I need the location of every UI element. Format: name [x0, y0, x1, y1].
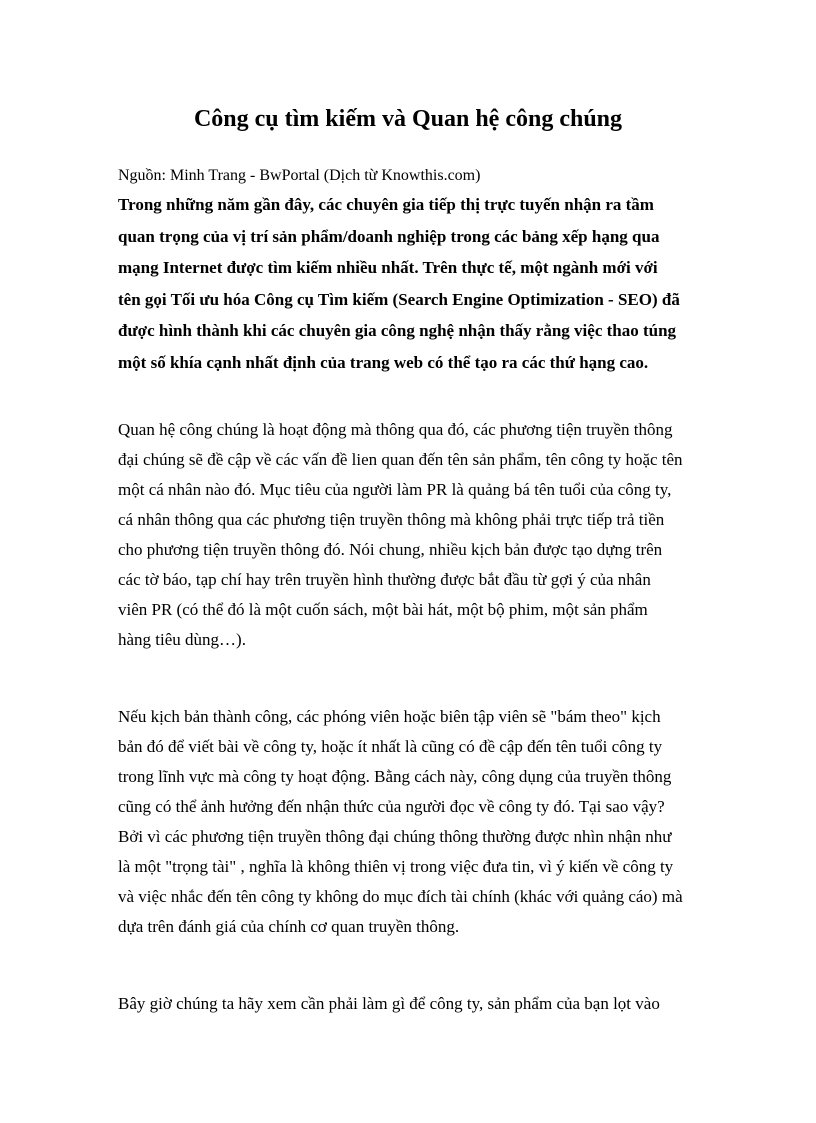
lead-line: tên gọi Tối ưu hóa Công cụ Tìm kiếm (Search Engine Optimization - SEO) đã	[118, 289, 680, 309]
lead-line: được hình thành khi các chuyên gia công nghệ nhận thấy rằng việc thao túng	[118, 321, 677, 340]
paragraph-line: và việc nhắc đến tên công ty không do mục đích tài chính (khác với quảng cáo) mà	[118, 887, 683, 906]
document-title: Công cụ tìm kiếm và Quan hệ công chúng	[193, 106, 623, 132]
paragraph-line: cá nhân thông qua các phương tiện truyền thông mà không phải trực tiếp trả tiền	[118, 510, 665, 529]
lead-line: quan trọng của vị trí sản phẩm/doanh nghiệp trong các bảng xếp hạng qua	[118, 226, 660, 246]
lead-line: mạng Internet được tìm kiếm nhiều nhất. Trên thực tế, một ngành mới với	[118, 258, 658, 277]
paragraph-line: bản đó để viết bài về công ty, hoặc ít nhất là cũng có đề cập đến tên tuổi công ty	[118, 737, 663, 756]
body-paragraph-1	[118, 415, 718, 655]
lead-paragraph	[118, 189, 718, 378]
paragraph-line: cũng có thể ảnh hưởng đến nhận thức của người đọc về công ty đó. Tại sao vậy?	[118, 797, 665, 816]
paragraph-line: dựa trên đánh giá của chính cơ quan truyền thông.	[118, 917, 460, 936]
lead-line: Trong những năm gần đây, các chuyên gia tiếp thị trực tuyến nhận ra tầm	[118, 195, 654, 214]
source-text: Nguồn: Minh Trang - BwPortal (Dịch từ Knowthis.com)	[118, 167, 481, 184]
paragraph-line: các tờ báo, tạp chí hay trên truyền hình thường được bắt đầu từ gợi ý của nhân	[118, 570, 651, 589]
paragraph-line: Quan hệ công chúng là hoạt động mà thông qua đó, các phương tiện truyền thông	[118, 420, 673, 439]
body-paragraph-3	[118, 989, 718, 1019]
paragraph-line: đại chúng sẽ đề cập về các vấn đề lien quan đến tên sản phẩm, tên công ty hoặc tên	[118, 450, 683, 469]
paragraph-line: cho phương tiện truyền thông đó. Nói chung, nhiều kịch bản được tạo dựng trên	[118, 540, 663, 559]
paragraph-line: Nếu kịch bản thành công, các phóng viên hoặc biên tập viên sẽ "bám theo" kịch	[118, 707, 661, 726]
lead-line: một số khía cạnh nhất định của trang web có thể tạo ra các thứ hạng cao.	[118, 352, 649, 372]
paragraph-line: một cá nhân nào đó. Mục tiêu của người làm PR là quảng bá tên tuổi của công ty,	[118, 480, 672, 499]
paragraph-line: là một "trọng tài" , nghĩa là không thiên vị trong việc đưa tin, vì ý kiến về công ty	[118, 857, 674, 876]
body-paragraph-2	[118, 702, 718, 942]
source-line	[118, 163, 718, 189]
paragraph-line: trong lĩnh vực mà công ty hoạt động. Bằng cách này, công dụng của truyền thông	[118, 767, 672, 786]
paragraph-line: Bây giờ chúng ta hãy xem cần phải làm gì để công ty, sản phẩm của bạn lọt vào	[118, 994, 660, 1013]
paragraph-line: Bởi vì các phương tiện truyền thông đại chúng thông thường được nhìn nhận như	[118, 827, 672, 846]
paragraph-line: hàng tiêu dùng…).	[118, 630, 246, 649]
paragraph-line: viên PR (có thể đó là một cuốn sách, một bài hát, một bộ phim, một sản phẩm	[118, 600, 648, 619]
